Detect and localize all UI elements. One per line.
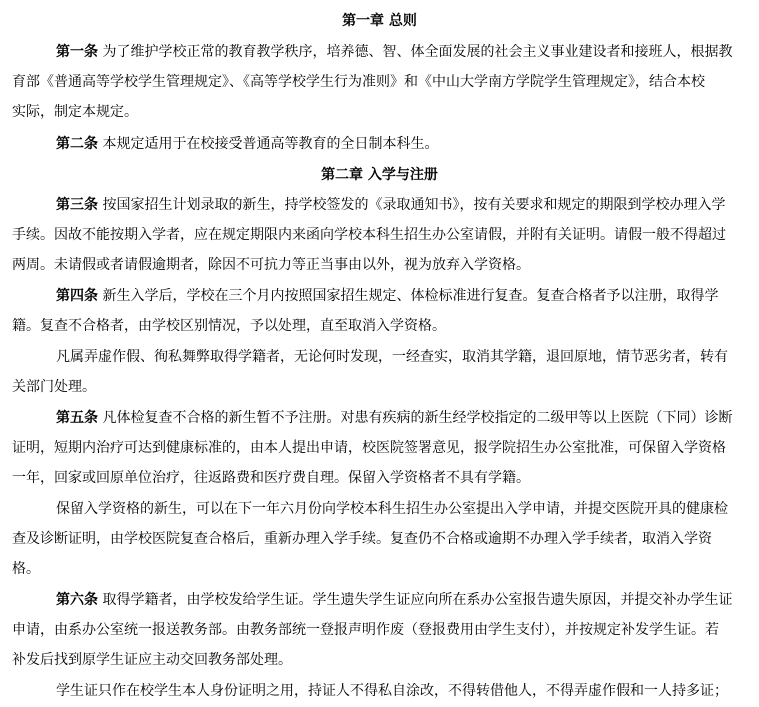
article-4-para-2-line-1: 凡属弄虚作假、徇私舞弊取得学籍者，无论何时发现，一经查实，取消其学籍，退回原地，情节恶劣者，转有: [56, 349, 728, 365]
article-5-line-3: 一年，回家或回原单位治疗，往返路费和医疗费自理。保留入学资格者不具有学籍。: [12, 470, 530, 486]
article-1-label: 第一条: [56, 44, 98, 60]
article-1-line-3: 实际，制定本规定。: [12, 104, 138, 120]
article-5-para-2-line-3: 格。: [12, 561, 40, 577]
article-6-text-1: 取得学籍者，由学校发给学生证。学生遗失学生证应向所在系办公室报告遗失原因，并提交补办学生证: [98, 592, 733, 608]
article-2-text-1: 本规定适用于在校接受普通高等教育的全日制本科生。: [98, 136, 439, 152]
chapter-1-heading: 第一章 总则: [342, 13, 417, 29]
article-4-line-2: 籍。复查不合格者，由学校区别情况，予以处理，直至取消入学资格。: [12, 318, 446, 334]
article-5-text-1: 凡体检复查不合格的新生暂不予注册。对患有疾病的新生经学校指定的二级甲等以上医院（下同）诊断: [98, 410, 733, 426]
article-1-line-2: 育部《普通高等学校学生管理规定》、《高等学校学生行为准则》和《中山大学南方学院学生管理规定》，结合本校: [12, 74, 705, 90]
article-2-label: 第二条: [56, 136, 98, 152]
article-5-para-2-line-2: 查及诊断证明，由学校医院复查合格后，重新办理入学手续。复查仍不合格或逾期不办理入学手续者，取消入学资: [12, 531, 712, 547]
article-4-line-1: [0, 286, 759, 306]
article-3-label: 第三条: [56, 197, 98, 213]
article-5-line-2: 证明，短期内治疗可达到健康标准的，由本人提出申请，校医院签署意见，报学院招生办公室批准，可保留入学资格: [12, 440, 726, 456]
article-6-label: 第六条: [56, 592, 98, 608]
article-5-label: 第五条: [56, 410, 98, 426]
article-6-line-1: [0, 590, 759, 610]
article-5-para-2-line-1: 保留入学资格的新生，可以在下一年六月份向学校本科生招生办公室提出入学申请，并提交医院开具的健康检: [56, 501, 728, 517]
article-2-line-1: [0, 134, 759, 154]
article-5-line-1: [0, 408, 759, 428]
article-1-text-1: 为了维护学校正常的教育教学秩序，培养德、智、体全面发展的社会主义事业建设者和接班人，根据教: [98, 44, 733, 60]
chapter-2-heading: 第二章 入学与注册: [321, 167, 438, 183]
article-6-line-2: 申请，由系办公室统一报送教务部。由教务部统一登报声明作废（登报费用由学生支付），并按规定补发学生证。若: [12, 622, 719, 638]
article-4-label: 第四条: [56, 288, 98, 304]
article-4-para-2-line-2: 关部门处理。: [12, 379, 96, 395]
article-3-line-1: [0, 195, 759, 215]
article-6-line-3: 补发后找到原学生证应主动交回教务部处理。: [12, 652, 292, 668]
article-3-line-3: 两周。未请假或者请假逾期者，除因不可抗力等正当事由以外，视为放弃入学资格。: [12, 257, 530, 273]
article-4-text-1: 新生入学后，学校在三个月内按照国家招生规定、体检标准进行复查。复查合格者予以注册，取得学: [98, 288, 719, 304]
article-6-para-2-line-1: 学生证只作在校学生本人身份证明之用，持证人不得私自涂改，不得转借他人，不得弄虚作假和一人持多证；: [56, 683, 728, 699]
article-1-line-1: [0, 42, 759, 62]
article-3-text-1: 按国家招生计划录取的新生，持学校签发的《录取通知书》，按有关要求和规定的期限到学校办理入学: [98, 197, 726, 213]
article-3-line-2: 手续。因故不能按期入学者，应在规定期限内来函向学校本科生招生办公室请假，并附有关证明。请假一般不得超过: [12, 227, 726, 243]
